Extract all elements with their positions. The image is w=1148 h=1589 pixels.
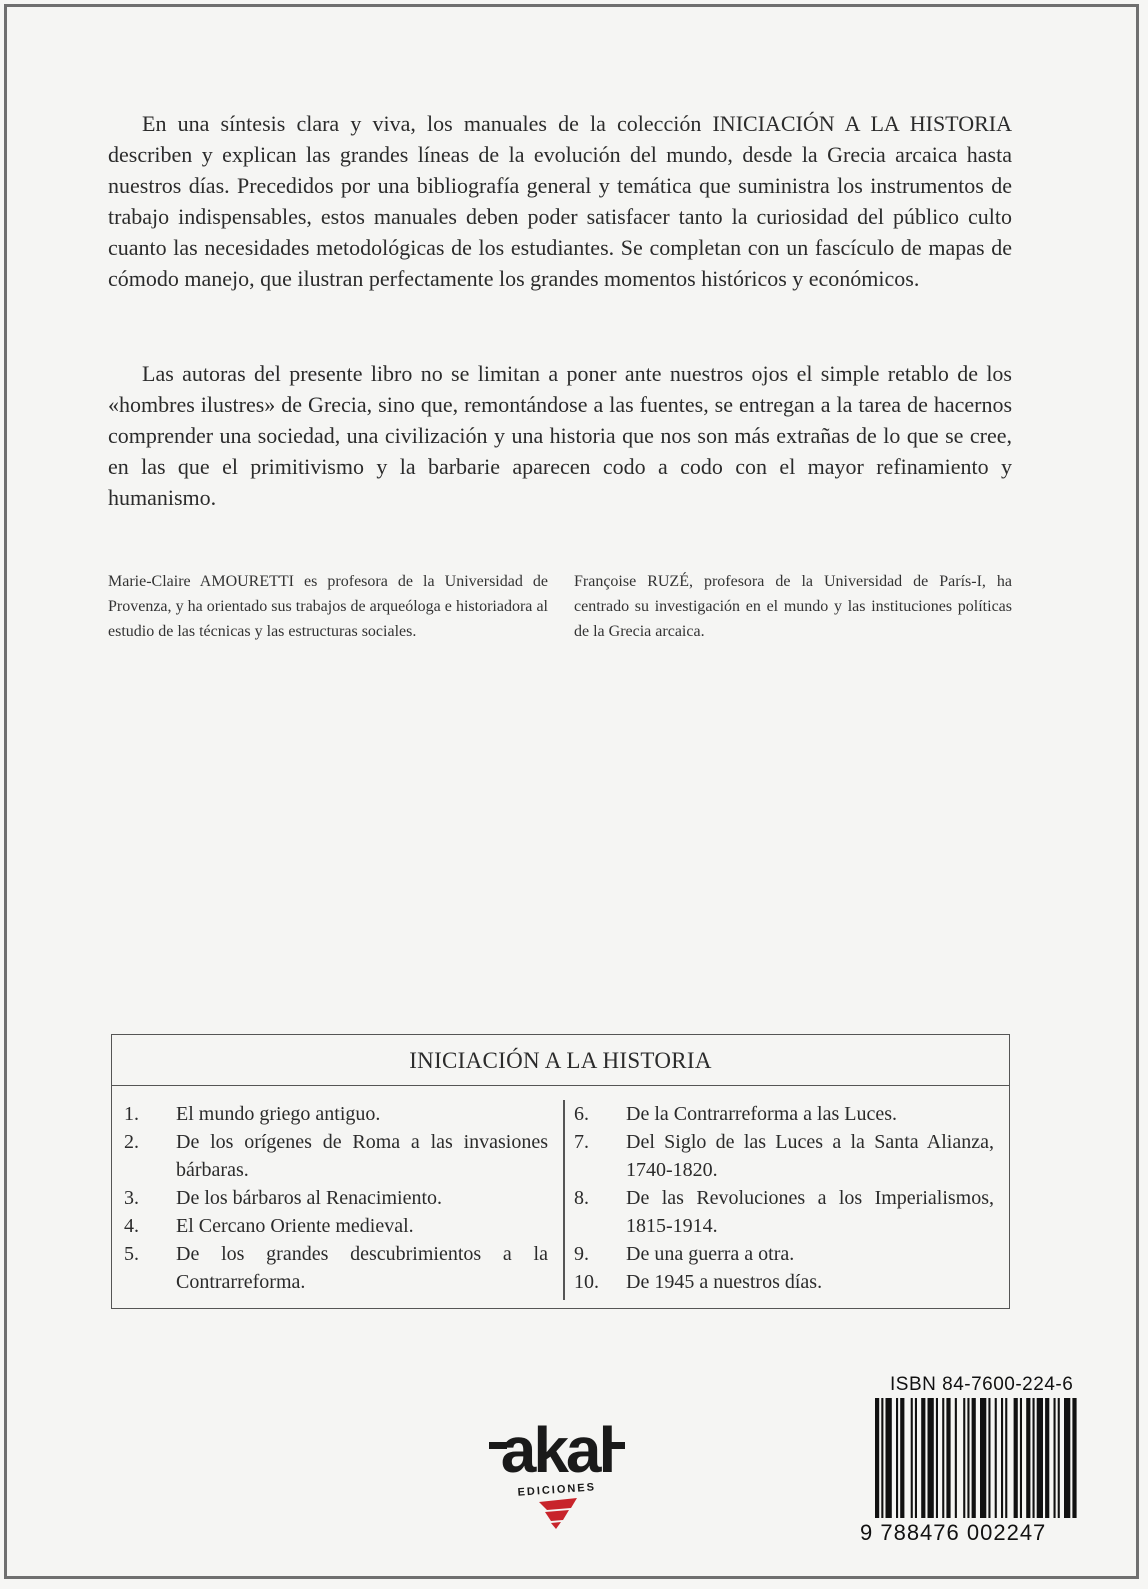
barcode-bar: [911, 1398, 913, 1518]
series-item-title: De los bárbaros al Renacimiento.: [176, 1187, 443, 1209]
logo-subtext: EDICIONES: [517, 1481, 597, 1499]
barcode-bar: [980, 1398, 986, 1518]
series-item: [574, 1128, 994, 1184]
series-item-number: 1.: [124, 1103, 139, 1125]
series-item-number: 10.: [574, 1271, 599, 1293]
barcode-bar: [896, 1398, 898, 1518]
barcode-bar: [875, 1398, 879, 1518]
barcode-bar: [995, 1398, 997, 1518]
series-item-number: 2.: [124, 1131, 139, 1153]
series-item-number: 5.: [124, 1243, 139, 1265]
series-item-title: De una guerra a otra.: [626, 1243, 795, 1265]
series-item: [124, 1184, 548, 1212]
barcode-bar: [1058, 1398, 1060, 1518]
barcode: [873, 1398, 1079, 1518]
barcode-bar: [1072, 1398, 1076, 1518]
series-column-right: [574, 1100, 994, 1296]
barcode-bar: [972, 1398, 976, 1518]
column-divider: [563, 1100, 565, 1300]
series-item-number: 6.: [574, 1103, 589, 1125]
barcode-bar: [915, 1398, 917, 1518]
barcode-bar: [946, 1398, 950, 1518]
series-item-title: De los grandes descubrimientos a la Contrarreforma.: [176, 1243, 548, 1293]
logo-wordmark: akal: [500, 1414, 614, 1486]
akal-logo: [487, 1390, 627, 1530]
series-item-number: 3.: [124, 1187, 139, 1209]
series-item-number: 9.: [574, 1243, 589, 1265]
barcode-bar: [1005, 1398, 1007, 1518]
description-paragraph-2: Las autoras del presente libro no se limitan a poner ante nuestros ojos el simple retablo de los «hombres ilustres» de Grecia, sino que, remontándose a las fuentes, se entregan a la tarea de hacernos comprender una sociedad, una civilización y una historia que nos son más extrañas de lo que se cree, en las que el primitivismo y la barbarie aparecen codo a codo con el mayor refinamiento y humanismo.: [108, 361, 1012, 510]
series-item-title: El mundo griego antiguo.: [176, 1103, 381, 1125]
series-item-title: De 1945 a nuestros días.: [626, 1271, 823, 1293]
barcode-bar: [1045, 1398, 1049, 1518]
barcode-bar: [1033, 1398, 1035, 1518]
author-bio-ruze: Françoise RUZÉ, profesora de la Universidad de París-I, ha centrado su investigación en el mundo y las instituciones políticas de la Grecia arcaica.: [574, 573, 1012, 640]
barcode-bar: [1014, 1398, 1018, 1518]
series-column-left: [124, 1100, 548, 1296]
barcode-bar: [1020, 1398, 1022, 1518]
series-item: [574, 1268, 994, 1296]
barcode-bar: [1026, 1398, 1030, 1518]
barcode-bar: [936, 1398, 938, 1518]
barcode-bar: [942, 1398, 944, 1518]
barcode-bar: [988, 1398, 990, 1518]
series-item: [574, 1240, 994, 1268]
isbn-label: ISBN 84-7600-224-6: [890, 1374, 1074, 1395]
barcode-bar: [1037, 1398, 1043, 1518]
barcode-bar: [955, 1398, 957, 1518]
series-item-title: De las Revoluciones a los Imperialismos, 1815-1914.: [626, 1187, 994, 1237]
barcode-bar: [1001, 1398, 1003, 1518]
barcode-bar: [900, 1398, 904, 1518]
barcode-bar: [881, 1398, 883, 1518]
series-title: INICIACIÓN A LA HISTORIA: [112, 1035, 1009, 1086]
series-item: [124, 1100, 548, 1128]
series-item: [124, 1212, 548, 1240]
barcode-bar: [1054, 1398, 1056, 1518]
barcode-bar: [1064, 1398, 1070, 1518]
ean-number: 9 788476 002247: [860, 1520, 1047, 1545]
author-bio-amouretti: Marie-Claire AMOURETTI es profesora de la Universidad de Provenza, y ha orientado sus trabajos de arqueóloga e historiadora al estudio de las técnicas y las estructuras sociales.: [108, 573, 548, 640]
series-list-box: [111, 1034, 1010, 1309]
series-item: [124, 1128, 548, 1184]
barcode-bar: [967, 1398, 969, 1518]
series-item-number: 7.: [574, 1131, 589, 1153]
series-item-title: Del Siglo de las Luces a la Santa Alianza, 1740-1820.: [626, 1131, 994, 1181]
description-paragraph-1: En una síntesis clara y viva, los manuales de la colección INICIACIÓN A LA HISTORIA describen y explican las grandes líneas de la evolución del mundo, desde la Grecia arcaica hasta nuestros días. Precedidos por una bibliografía general y temática que suministra los instrumentos de trabajo indispensables, estos manuales deben poder satisfacer tanto la curiosidad del público culto cuanto las necesidades metodológicas de los estudiantes. Se completan con un fascículo de mapas de cómodo manejo, que ilustran perfectamente los grandes momentos históricos y económicos.: [108, 111, 1012, 291]
barcode-bar: [921, 1398, 925, 1518]
series-item-number: 8.: [574, 1187, 589, 1209]
series-item: [124, 1240, 548, 1296]
series-item-number: 4.: [124, 1215, 139, 1237]
barcode-bar: [963, 1398, 965, 1518]
barcode-bar: [928, 1398, 934, 1518]
series-item: [574, 1184, 994, 1240]
series-item-title: De los orígenes de Roma a las invasiones bárbaras.: [176, 1131, 548, 1181]
barcode-bar: [886, 1398, 892, 1518]
back-cover: [4, 4, 1139, 1579]
series-item-title: El Cercano Oriente medieval.: [176, 1215, 414, 1237]
series-item: [574, 1100, 994, 1128]
series-item-title: De la Contrarreforma a las Luces.: [626, 1103, 897, 1125]
